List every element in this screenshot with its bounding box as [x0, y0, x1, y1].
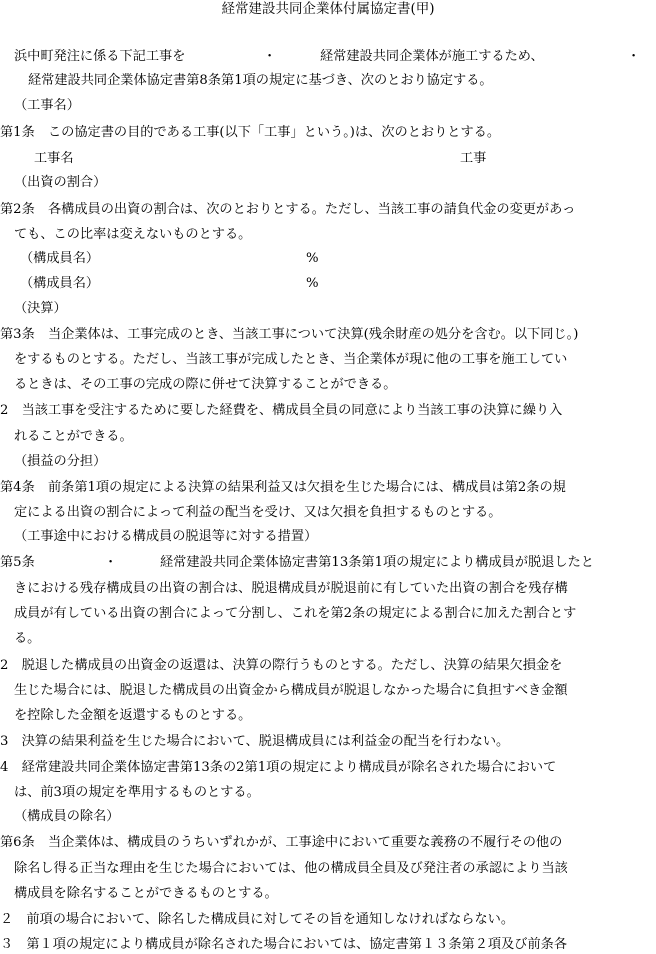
article4-heading: （損益の分担）: [14, 454, 107, 469]
article6-heading: （構成員の除名）: [14, 809, 120, 824]
article3-line2: をするものとする。ただし、当該工事が完成したとき、当企業体が現に他の工事を施工してい: [14, 352, 568, 367]
member2-label: （構成員名）: [20, 276, 100, 291]
article6-line2: 除名し得る正当な理由を生じた場合においては、他の構成員全員及び発注者の承認により当該: [14, 861, 568, 876]
preamble-line1-a: 浜中町発注に係る下記工事を: [14, 49, 186, 64]
preamble-dot-1: ・: [263, 49, 277, 64]
article3-line1: 第3条 当企業体は、工事完成のとき、当該工事について決算(残余財産の処分を含む。以下同じ。): [0, 327, 579, 342]
article3-para2-line1: 2 当該工事を受注するために要した経費を、構成員全員の同意により当該工事の決算に繰り入: [0, 403, 563, 418]
preamble-dot-2: ・: [627, 49, 641, 64]
article6-para3: ３ 第１項の規定により構成員が除名された場合においては、協定書第１３条第２項及び前条各: [0, 937, 568, 952]
article4-line2: 定による出資の割合によって利益の配当を受け、又は欠損を負担するものとする。: [14, 505, 502, 520]
article3-line3: るときは、その工事の完成の際に併せて決算することができる。: [14, 377, 397, 392]
article2-heading: （出資の割合）: [14, 175, 107, 190]
article3-para2-line2: れることができる。: [14, 429, 133, 444]
article5-para4-line2: は、前3項の規定を準用するものとする。: [14, 785, 260, 800]
preamble-line2: 経常建設共同企業体協定書第8条第1項の規定に基づき、次のとおり協定する。: [28, 73, 493, 88]
member2-percent: %: [306, 276, 319, 291]
article1-line1: 第1条 この協定書の目的である工事(以下「工事」という。)は、次のとおりとする。: [0, 125, 501, 140]
article5-line4: る。: [14, 631, 41, 646]
article5-heading: （工事途中における構成員の脱退等に対する措置）: [14, 529, 318, 544]
article5-number: 第5条: [0, 555, 35, 570]
article6-line1: 第6条 当企業体は、構成員のうちいずれかが、工事途中において重要な義務の不履行その他の: [0, 835, 563, 850]
article5-para3: 3 決算の結果利益を生じた場合において、脱退構成員には利益金の配当を行わない。: [0, 734, 510, 749]
article4-line1: 第4条 前条第1項の規定による決算の結果利益又は欠損を生じた場合には、構成員は第2条の規: [0, 480, 566, 495]
document-title: 経常建設共同企業体付属協定書(甲): [221, 1, 435, 17]
article5-dot: ・: [104, 555, 118, 570]
article5-line3: 成員が有している出資の割合によって分割し、これを第2条の規定による割合に加えた割合とす: [14, 606, 577, 621]
project-name-value: 工事: [460, 151, 487, 166]
member1-label: （構成員名）: [20, 251, 100, 266]
article2-line2: ても、この比率は変えないものとする。: [14, 227, 252, 242]
project-name-label: 工事名: [34, 151, 74, 166]
preamble-line1-b: 経常建設共同企業体が施工するため、: [320, 49, 544, 64]
article5-para2-line2: 生じた場合には、脱退した構成員の出資金から構成員が脱退しなかった場合に負担すべき金額: [14, 683, 568, 698]
article6-para2: ２ 前項の場合において、除名した構成員に対してその旨を通知しなければならない。: [0, 912, 515, 927]
article2-line1: 第2条 各構成員の出資の割合は、次のとおりとする。ただし、当該工事の請負代金の変更があっ: [0, 202, 576, 217]
article5-para2-line3: を控除した金額を返還するものとする。: [14, 708, 252, 723]
article5-line2: きにおける残存構成員の出資の割合は、脱退構成員が脱退前に有していた出資の割合を残存構: [14, 581, 568, 596]
article5-line1: 経常建設共同企業体協定書第13条第1項の規定により構成員が脱退したと: [160, 555, 594, 570]
article3-heading: （決算）: [14, 301, 67, 316]
article6-line3: 構成員を除名することができるものとする。: [14, 886, 278, 901]
article1-heading: （工事名）: [14, 98, 80, 113]
article5-para4-line1: 4 経常建設共同企業体協定書第13条の2第1項の規定により構成員が除名された場合において: [0, 760, 557, 775]
article5-para2-line1: 2 脱退した構成員の出資金の返還は、決算の際行うものとする。ただし、決算の結果欠損金を: [0, 658, 563, 673]
member1-percent: %: [306, 251, 319, 266]
